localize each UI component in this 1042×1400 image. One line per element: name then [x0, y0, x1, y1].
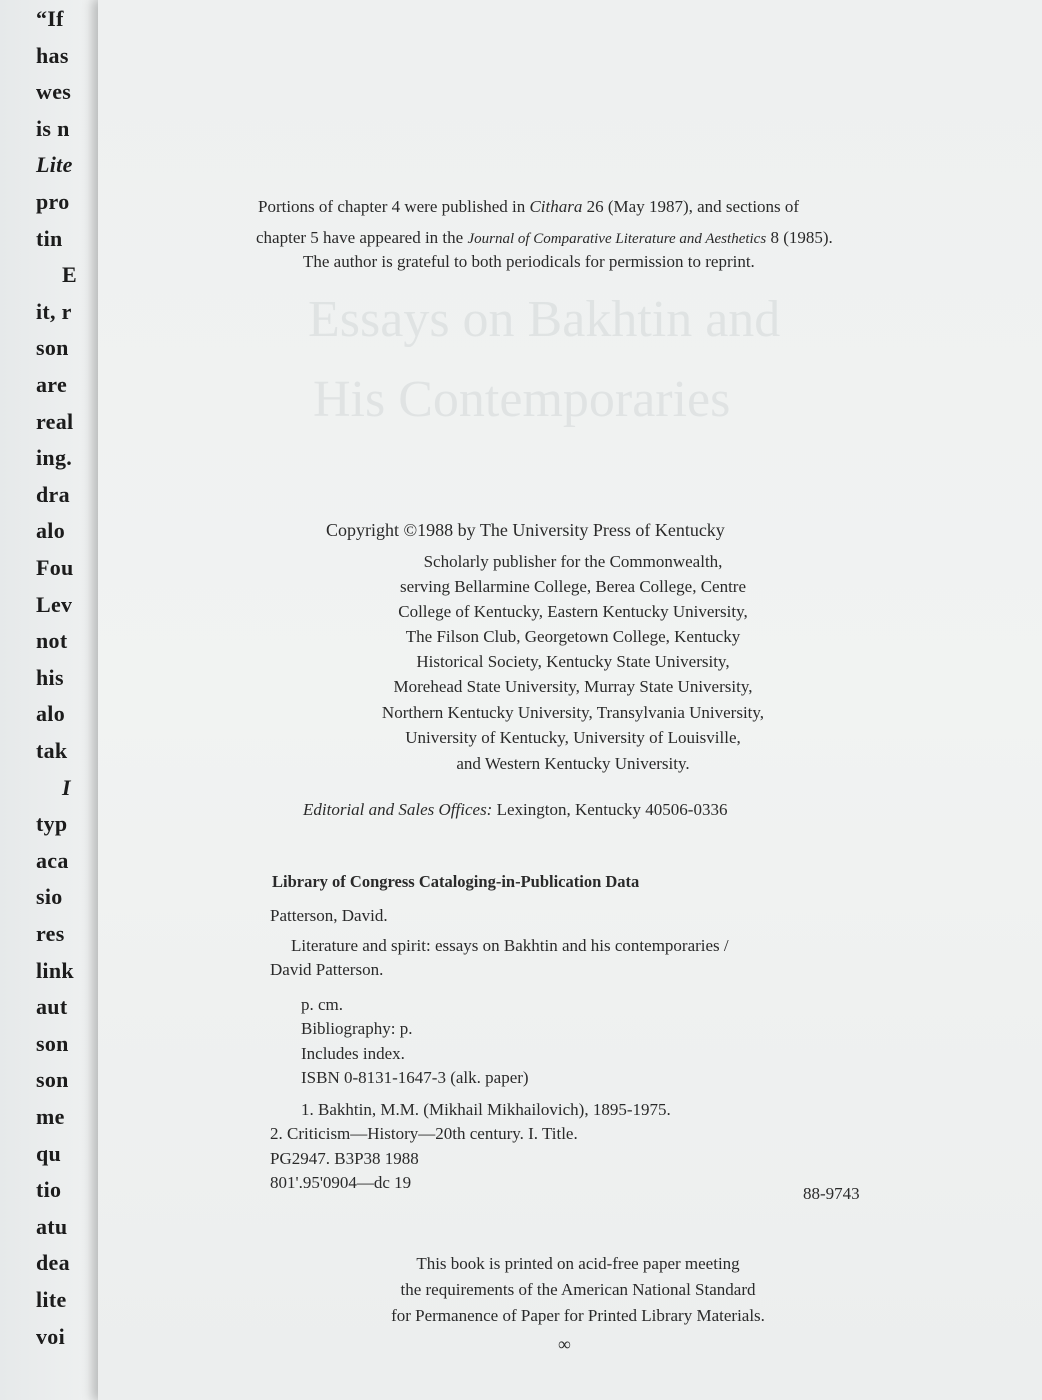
- left-page-fragment: lite: [36, 1287, 67, 1312]
- cip-title-line-1: Literature and spirit: essays on Bakhtin and his contemporaries /: [291, 936, 729, 955]
- left-page-fragment: real: [36, 408, 74, 434]
- left-page-fragment: aca: [36, 847, 69, 873]
- acknowledgment-line-1: Portions of chapter 4 were published in Cithara 26 (May 1987), and sections of: [258, 197, 800, 216]
- left-page-fragment: not: [36, 628, 68, 654]
- left-page-fragment: pro: [36, 189, 70, 214]
- paper-notice-line: the requirements of the American National Standard: [400, 1280, 756, 1299]
- left-page-fragment: Fou: [36, 555, 74, 580]
- left-page: [0, 0, 110, 1400]
- cip-subject-2: 2. Criticism—History—20th century. I. Title.: [270, 1124, 578, 1143]
- left-page-fragment: res: [36, 921, 65, 946]
- left-page-fragment: typ: [36, 811, 68, 837]
- acknowledgment-line-2: chapter 5 have appeared in the Journal of Comparative Literature and Aesthetics 8 (1985).: [256, 228, 833, 247]
- show-through-text: Essays on Bakhtin and: [308, 291, 781, 348]
- left-page-fragment: his: [36, 664, 64, 690]
- copyright-page: [98, 0, 1042, 1400]
- publisher-description-line: College of Kentucky, Eastern Kentucky University,: [398, 602, 748, 621]
- left-page-fragment: dea: [36, 1250, 70, 1276]
- publisher-description-line: Morehead State University, Murray State University,: [393, 677, 753, 696]
- cip-title-line-2: David Patterson.: [270, 960, 384, 979]
- cip-lccn: 88-9743: [803, 1184, 860, 1203]
- left-page-fragment: wes: [36, 79, 72, 105]
- publisher-description-line: serving Bellarmine College, Berea College, Centre: [399, 577, 747, 596]
- publisher-description-line: Northern Kentucky University, Transylvania University,: [381, 703, 765, 722]
- cip-subject-1: 1. Bakhtin, M.M. (Mikhail Mikhailovich), 1895-1975.: [301, 1100, 671, 1119]
- left-page-fragment: E: [62, 262, 77, 288]
- left-page-fragment: are: [36, 372, 68, 397]
- acid-free-symbol: ∞: [558, 1334, 571, 1354]
- copyright-notice: Copyright ©1988 by The University Press of Kentucky: [326, 520, 725, 540]
- cip-pcm: p. cm.: [301, 995, 344, 1014]
- left-page-fragment: son: [36, 1030, 69, 1056]
- left-page-fragment: alo: [36, 518, 66, 544]
- left-page-fragment: I: [62, 774, 71, 800]
- publisher-description-line: and Western Kentucky University.: [456, 754, 690, 773]
- left-page-fragment: son: [36, 335, 69, 361]
- left-page-fragment: atu: [36, 1213, 68, 1239]
- left-page-fragment: tin: [36, 225, 63, 251]
- publisher-description-line: Scholarly publisher for the Commonwealth,: [423, 552, 723, 571]
- show-through-text: His Contemporaries: [313, 371, 731, 428]
- cip-bibliography: Bibliography: p.: [301, 1019, 413, 1038]
- left-page-fragment: Lev: [36, 591, 73, 617]
- left-page-fragment: qu: [36, 1140, 62, 1166]
- cip-call-number: PG2947. B3P38 1988: [270, 1149, 419, 1168]
- left-page-fragment: is n: [36, 115, 70, 141]
- left-page-fragment: dra: [36, 481, 70, 507]
- cip-dewey: 801'.95'0904—dc 19: [270, 1173, 412, 1192]
- left-page-fragment: alo: [36, 701, 66, 727]
- left-page-fragment: son: [36, 1067, 69, 1093]
- left-page-fragment: tak: [36, 738, 68, 763]
- acknowledgment-line-3: The author is grateful to both periodicals for permission to reprint.: [303, 252, 755, 271]
- publisher-description-line: University of Kentucky, University of Louisville,: [405, 728, 741, 747]
- publisher-description-line: Historical Society, Kentucky State University,: [416, 652, 730, 671]
- left-page-fragment: “If: [36, 6, 64, 31]
- left-page-fragment: it, r: [36, 298, 72, 324]
- cip-heading: Library of Congress Cataloging-in-Publication Data: [272, 872, 640, 891]
- left-page-fragment: Lite: [36, 152, 73, 178]
- cip-author: Patterson, David.: [270, 906, 388, 925]
- left-page-fragment: aut: [36, 994, 68, 1020]
- left-page-fragment: voi: [36, 1323, 66, 1349]
- offices-line: Editorial and Sales Offices: Lexington, Kentucky 40506-0336: [303, 800, 728, 819]
- cip-isbn: ISBN 0-8131-1647-3 (alk. paper): [301, 1068, 529, 1087]
- left-page-fragment: me: [36, 1104, 65, 1129]
- paper-notice-line: for Permanence of Paper for Printed Library Materials.: [391, 1306, 765, 1325]
- paper-notice-line: This book is printed on acid-free paper meeting: [416, 1254, 740, 1273]
- left-page-fragment: link: [36, 957, 74, 983]
- left-page-fragment: sio: [36, 884, 63, 910]
- left-page-fragment: tio: [36, 1177, 62, 1203]
- publisher-description-line: The Filson Club, Georgetown College, Kentucky: [405, 627, 741, 646]
- left-page-fragment: ing.: [36, 445, 73, 471]
- left-page-fragment: has: [36, 42, 69, 68]
- cip-index: Includes index.: [301, 1044, 405, 1063]
